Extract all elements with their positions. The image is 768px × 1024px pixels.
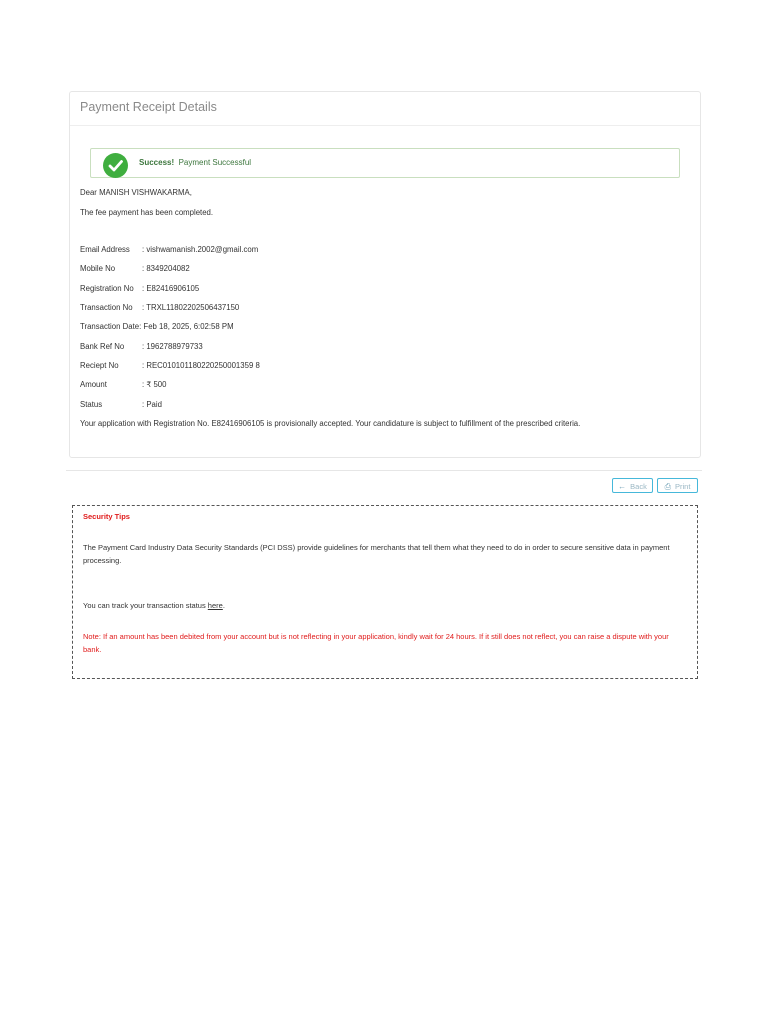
greeting: Dear MANISH VISHWAKARMA, — [80, 188, 192, 197]
field-label: Transaction Date — [80, 322, 140, 331]
track-prefix: You can track your transaction status — [83, 601, 208, 610]
field-value: : REC010101180220250001359 8 — [142, 361, 260, 370]
field-label: Status — [80, 400, 103, 409]
field-value: : ₹ 500 — [142, 380, 167, 389]
field-transaction-date — [80, 322, 234, 331]
field-email — [80, 245, 258, 254]
track-suffix: . — [222, 601, 225, 610]
back-label: Back — [630, 482, 647, 491]
field-value: : Feb 18, 2025, 6:02:58 PM — [139, 322, 234, 331]
field-label: Bank Ref No — [80, 342, 125, 351]
security-tips-title: Security Tips — [83, 512, 130, 521]
panel-title: Payment Receipt Details — [70, 92, 700, 126]
field-value: : 1962788979733 — [142, 342, 203, 351]
field-value: : 8349204082 — [142, 264, 190, 273]
application-note: Your application with Registration No. E82416906105 is provisionally accepted. Your candidature is subject to fulfillment of the prescribed criteria. — [80, 419, 581, 428]
alert-strong: Success! — [139, 158, 175, 167]
field-value: : E82416906105 — [142, 284, 200, 293]
field-registration — [80, 284, 199, 293]
field-label: Transaction No — [80, 303, 133, 312]
field-label: Mobile No — [80, 264, 116, 273]
divider — [66, 470, 702, 471]
arrow-left-icon: ← — [618, 482, 627, 491]
print-label: Print — [674, 482, 691, 491]
field-label: Registration No — [80, 284, 134, 293]
field-amount — [80, 380, 166, 389]
print-button[interactable] — [657, 478, 698, 493]
track-link[interactable]: here — [207, 601, 223, 610]
back-button[interactable] — [612, 478, 653, 493]
pci-text: The Payment Card Industry Data Security Standards (PCI DSS) provide guidelines for merchants that tell them what they need to do in order to secure sensitive data in payment processing. — [83, 543, 670, 565]
security-tips-box — [72, 505, 698, 679]
success-alert — [90, 148, 680, 178]
field-transaction-no — [80, 303, 239, 312]
field-value: : Paid — [142, 400, 162, 409]
field-value: : vishwamanish.2002@gmail.com — [142, 245, 259, 254]
alert-message: Payment Successful — [178, 158, 252, 167]
field-value: : TRXL11802202506437150 — [142, 303, 240, 312]
field-label: Reciept No — [80, 361, 119, 370]
field-mobile — [80, 264, 190, 273]
field-status — [80, 400, 162, 409]
check-circle-icon — [103, 153, 128, 178]
field-bank-ref — [80, 342, 203, 351]
printer-icon: ⎙ — [664, 482, 671, 491]
track-text — [83, 599, 689, 612]
completed-text: The fee payment has been completed. — [80, 208, 214, 217]
receipt-panel — [69, 91, 701, 458]
dispute-note: Note: If an amount has been debited from your account but is not reflecting in your application, kindly wait for 24 hours. If it still does not reflect, you can raise a dispute with your bank. — [83, 632, 669, 654]
field-label: Email Address — [80, 245, 130, 254]
field-label: Amount — [80, 380, 107, 389]
field-receipt-no — [80, 361, 260, 370]
alert-text — [139, 158, 251, 167]
